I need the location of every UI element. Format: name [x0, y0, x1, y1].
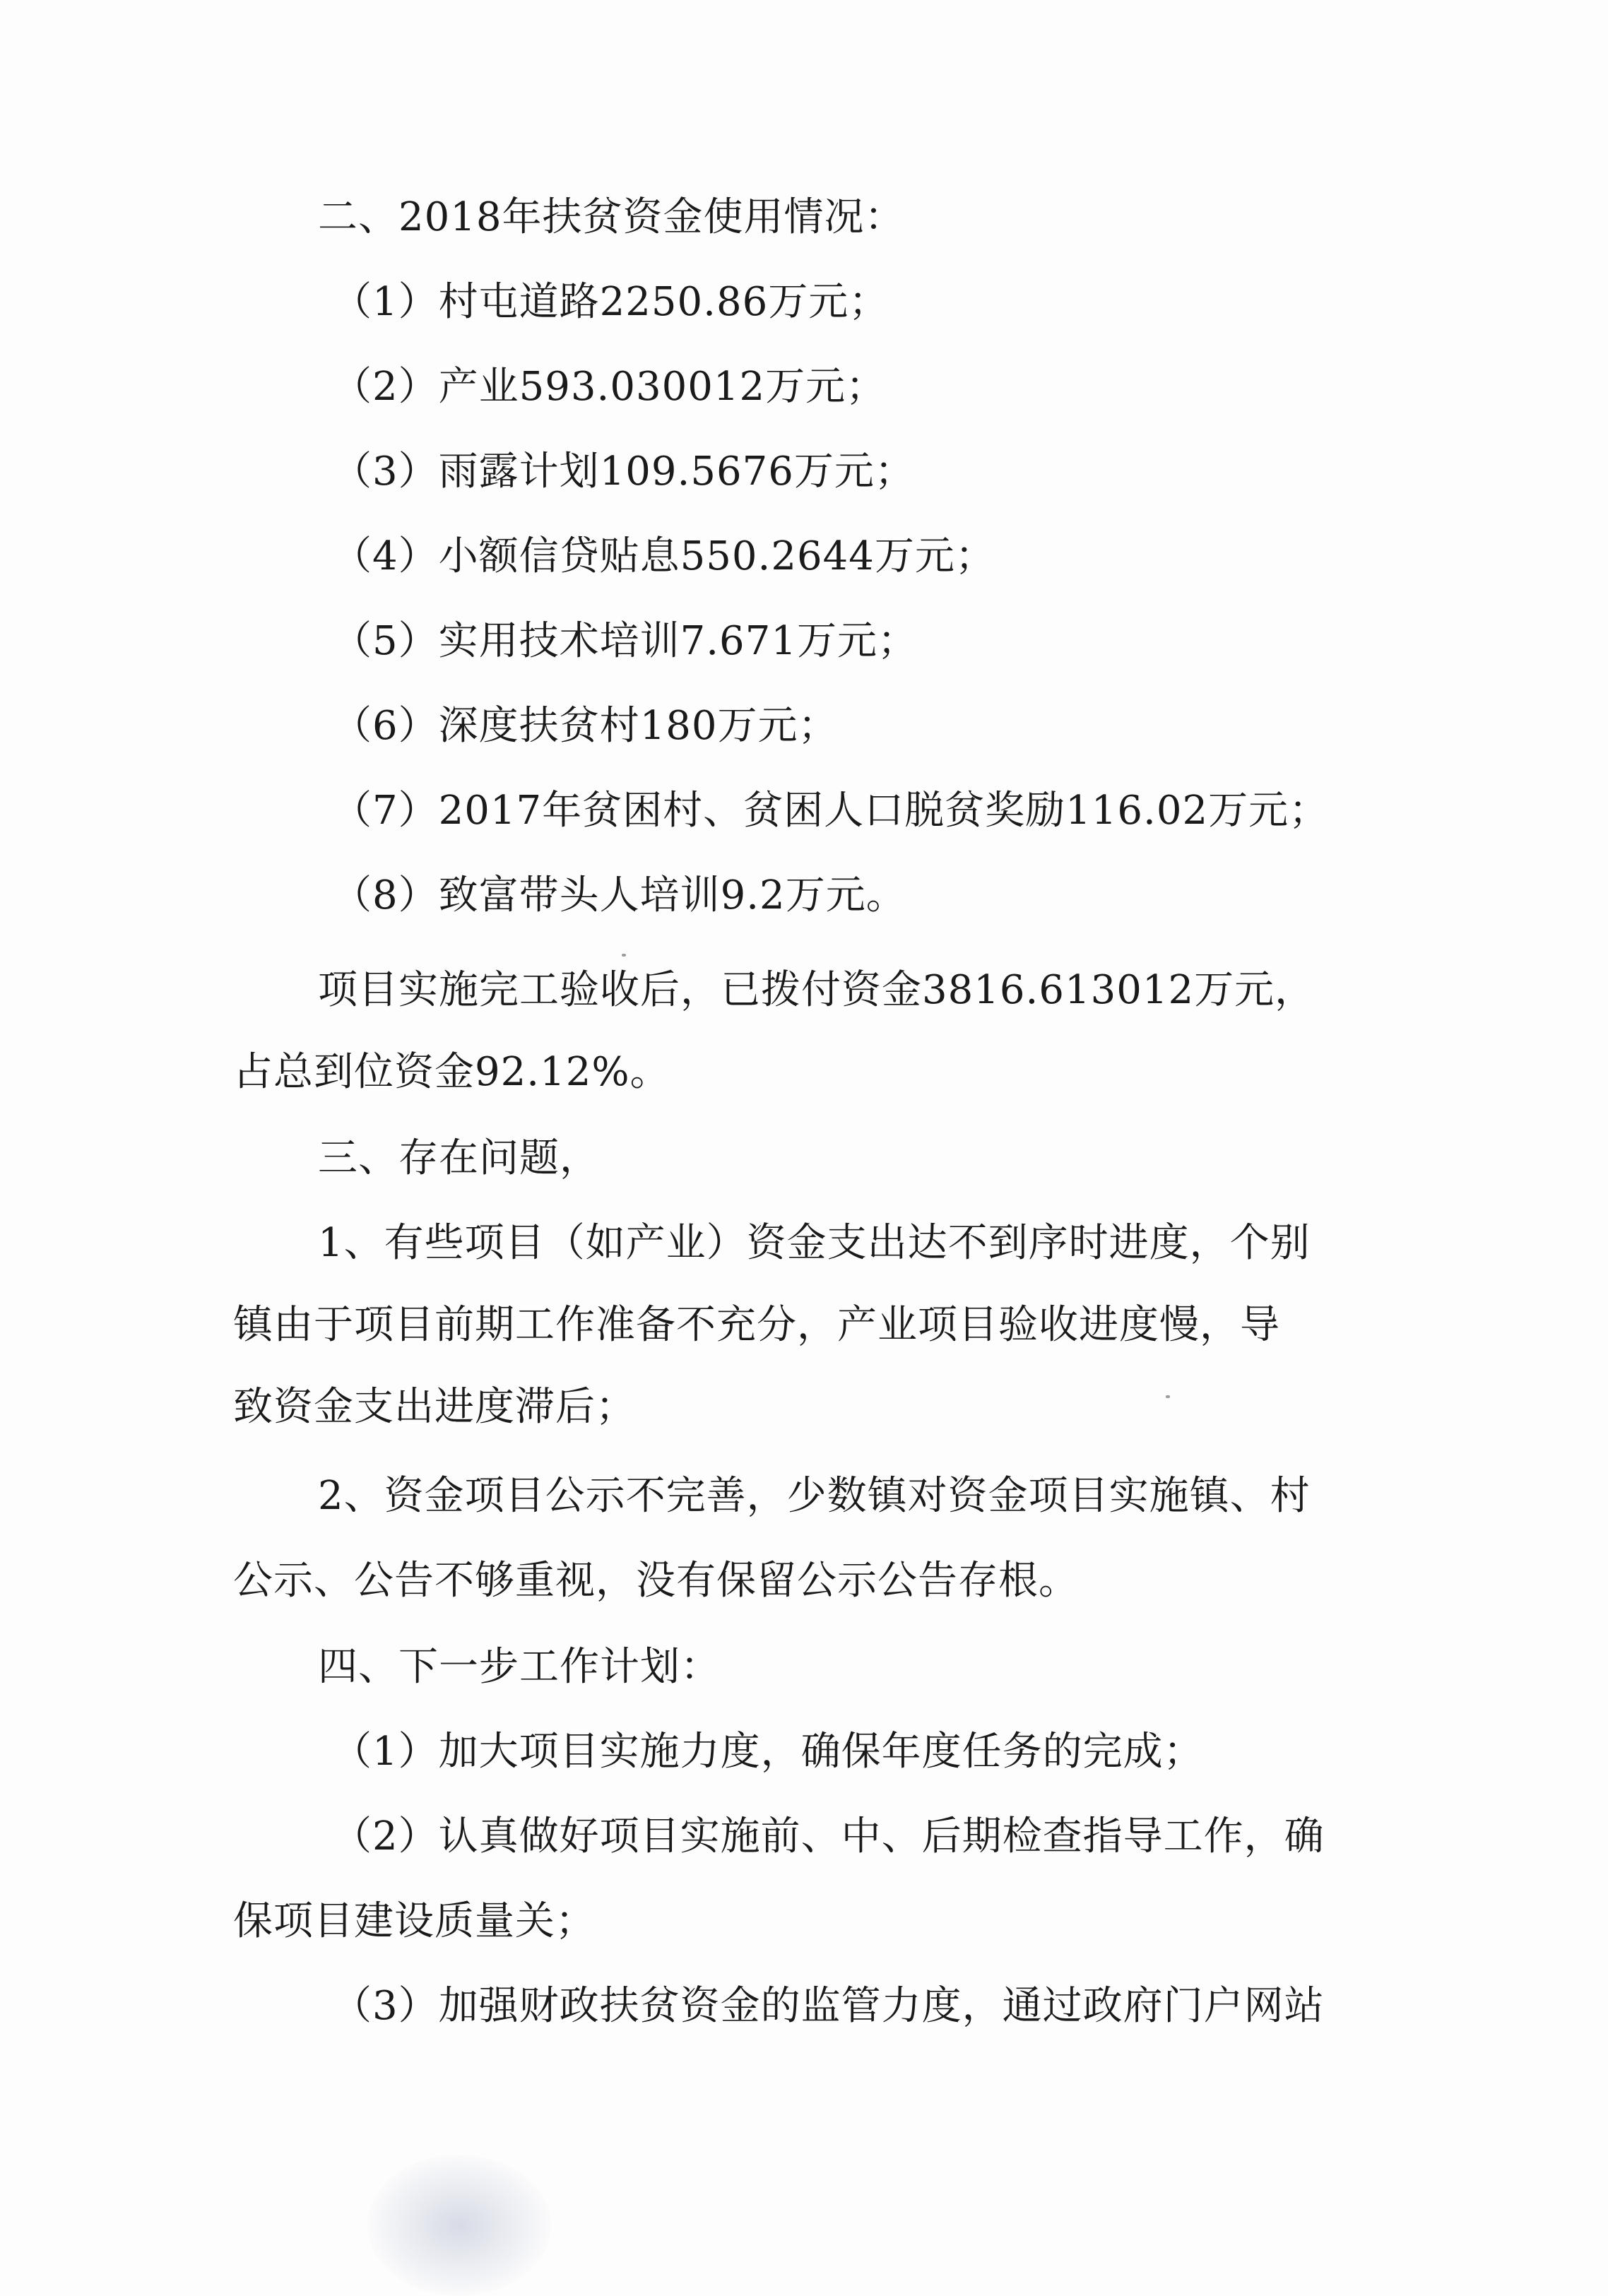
section4-item: （1）加大项目实施力度，确保年度任务的完成；	[332, 1729, 1204, 1775]
section2-item: （5）实用技术培训7.671万元；	[332, 618, 918, 664]
section3-point: 2、资金项目公示不完善，少数镇对资金项目实施镇、村	[318, 1473, 1311, 1519]
section3-point: 镇由于项目前期工作准备不充分，产业项目验收进度慢，导	[233, 1302, 1280, 1348]
section2-item: （3）雨露计划109.5676万元；	[332, 449, 915, 495]
section4-heading: 四、下一步工作计划：	[318, 1644, 721, 1690]
section3-heading: 三、存在问题，	[318, 1135, 600, 1181]
section2-summary: 项目实施完工验收后，已拨付资金3816.613012万元，	[318, 967, 1316, 1013]
scan-smudge-bottom-left	[367, 2155, 551, 2296]
section2-item: （4）小额信贷贴息550.2644万元；	[332, 533, 995, 579]
section4-item: （3）加强财政扶贫资金的监管力度，通过政府门户网站	[332, 1983, 1325, 2029]
section2-item: （6）深度扶贫村180万元；	[332, 703, 839, 749]
section2-summary: 占总到位资金92.12%。	[233, 1049, 670, 1095]
section2-item: （7）2017年贫困村、贫困人口脱贫奖励116.02万元；	[332, 788, 1330, 834]
section3-point: 1、有些项目（如产业）资金支出达不到序时进度，个别	[318, 1220, 1311, 1266]
section2-item: （1）村屯道路2250.86万元；	[332, 279, 889, 325]
section4-item: 保项目建设质量关；	[233, 1898, 596, 1944]
section2-heading: 二、2018年扶贫资金使用情况：	[318, 194, 905, 240]
scan-speck	[622, 954, 626, 957]
section4-item: （2）认真做好项目实施前、中、后期检查指导工作，确	[332, 1813, 1325, 1859]
section2-item: （8）致富带头人培训9.2万元。	[332, 872, 906, 918]
section3-point: 致资金支出进度滞后；	[233, 1384, 636, 1430]
section3-point: 公示、公告不够重视，没有保留公示公告存根。	[233, 1558, 1079, 1604]
section2-item: （2）产业593.030012万元；	[332, 364, 887, 410]
scan-speck	[1166, 1395, 1170, 1398]
